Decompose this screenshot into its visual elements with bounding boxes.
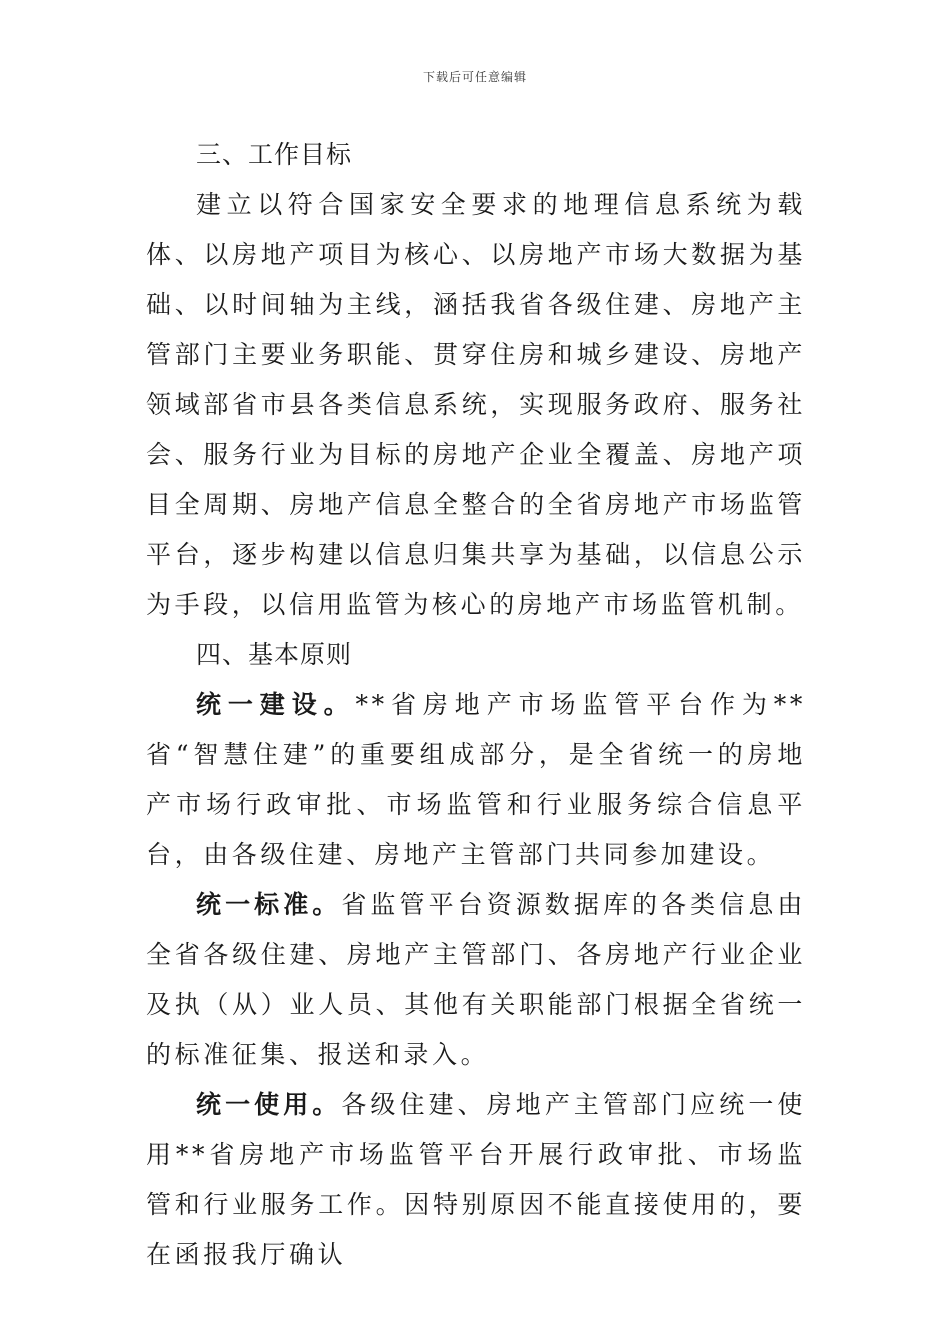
principle-unified-use [146, 1080, 806, 1280]
principle-lead: 统一建设。 [196, 690, 356, 719]
section-heading-basic-principles: 四、基本原则 [196, 640, 353, 669]
principle-lead: 统一标准。 [196, 890, 342, 919]
principle-lead: 统一使用。 [196, 1090, 342, 1119]
document-body [146, 130, 806, 1280]
principle-unified-construction [146, 680, 806, 880]
principle-text: 各级住建、房地产主管部门应统一使用**省房地产市场监管平台开展行政审批、市场监管和行业服务工作。因特别原因不能直接使用的，要在函报我厅确认 [146, 1090, 806, 1269]
work-goals-paragraph: 建立以符合国家安全要求的地理信息系统为载体、以房地产项目为核心、以房地产市场大数据为基础、以时间轴为主线，涵括我省各级住建、房地产主管部门主要业务职能、贯穿住房和城乡建设、房地产领域部省市县各类信息系统，实现服务政府、服务社会、服务行业为目标的房地产企业全覆盖、房地产项目全周期、房地产信息全整合的全省房地产市场监管平台，逐步构建以信息归集共享为基础，以信息公示为手段，以信用监管为核心的房地产市场监管机制。 [146, 190, 806, 619]
section-heading-work-goals: 三、工作目标 [196, 140, 353, 169]
principle-unified-standard [146, 880, 806, 1080]
header-note: 下载后可任意编辑 [422, 70, 527, 84]
principle-text: 省监管平台资源数据库的各类信息由全省各级住建、房地产主管部门、各房地产行业企业及执（从）业人员、其他有关职能部门根据全省统一的标准征集、报送和录入。 [146, 890, 806, 1069]
principle-text: **省房地产市场监管平台作为**省“智慧住建”的重要组成部分，是全省统一的房地产市场行政审批、市场监管和行业服务综合信息平台，由各级住建、房地产主管部门共同参加建设。 [146, 690, 806, 869]
